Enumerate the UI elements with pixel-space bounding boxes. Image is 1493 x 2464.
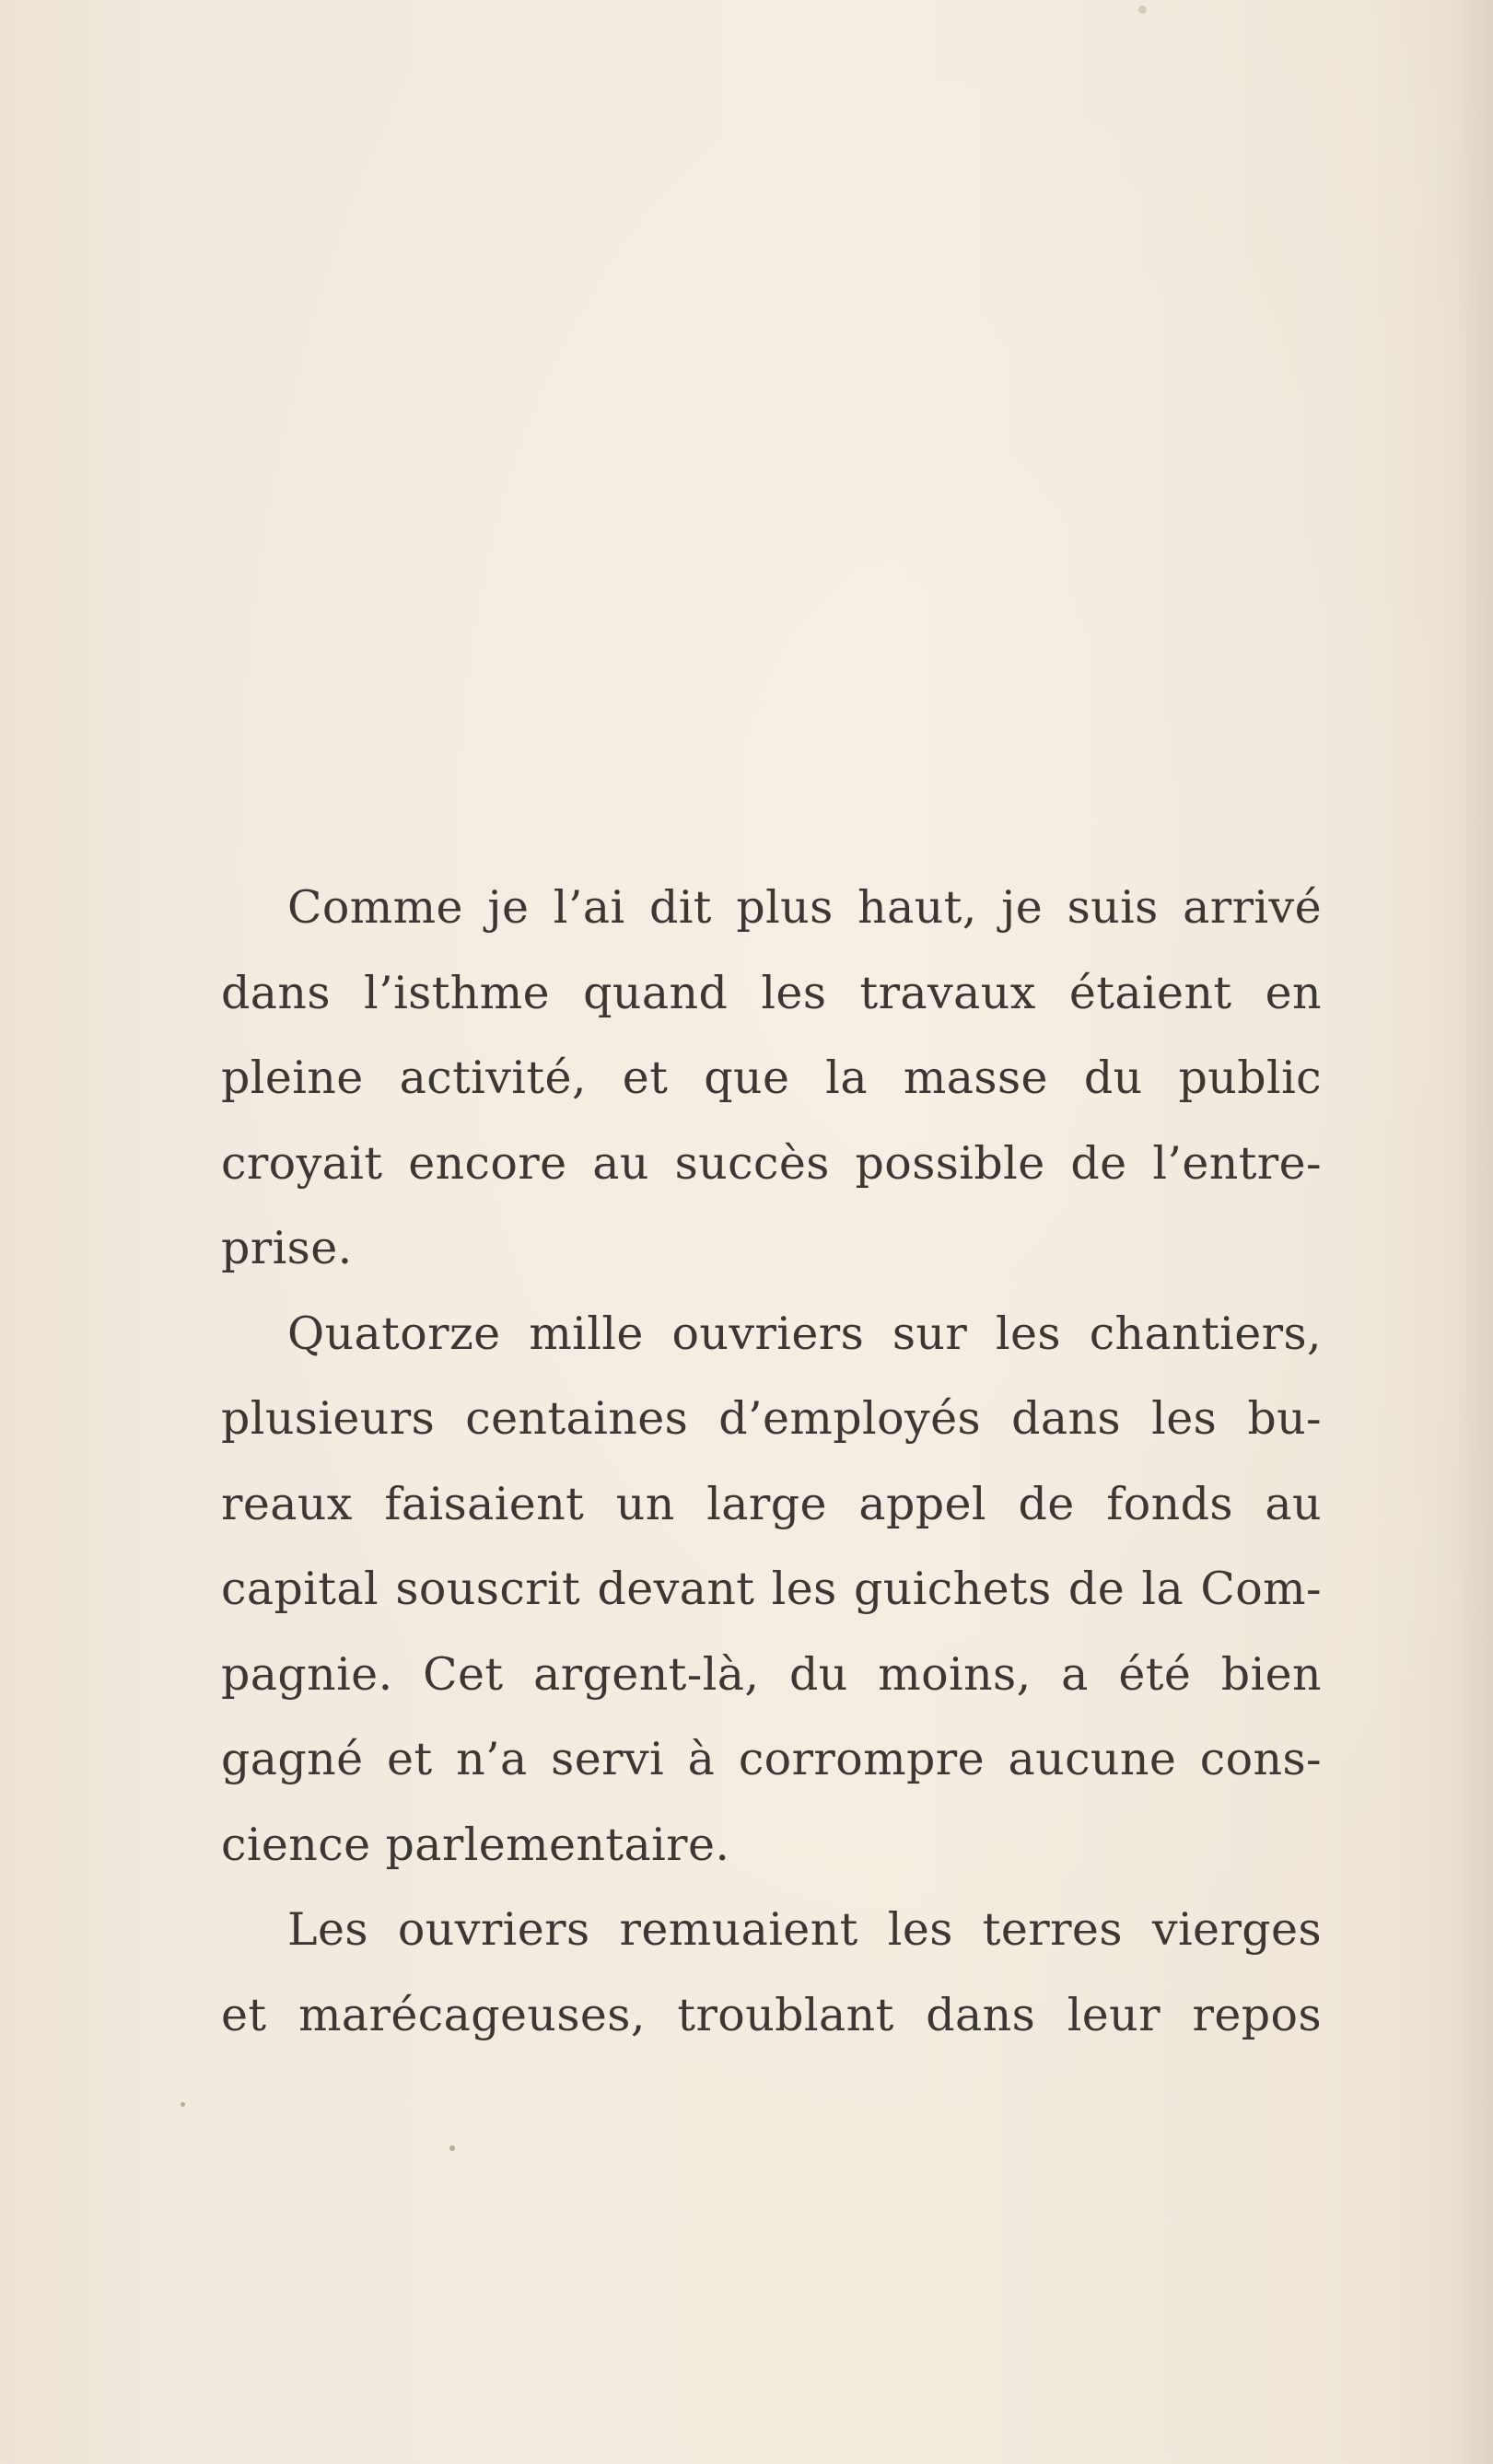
paragraph-2 [221, 1292, 1322, 1889]
body-text [221, 866, 1322, 2058]
text-line: pagnie. Cet argent-là, du moins, a été bien [221, 1647, 1322, 1701]
paper-speck [181, 2102, 185, 2107]
text-line: dans l’isthme quand les travaux étaient en [221, 966, 1322, 1019]
text-line: Comme je l’ai dit plus haut, je suis arrivé [287, 881, 1322, 934]
text-line: plusieurs centaines d’employés dans les bu- [221, 1392, 1322, 1445]
paragraph-1 [221, 866, 1322, 1292]
paragraph-3 [221, 1888, 1322, 2058]
paper-speck [449, 2145, 455, 2151]
paper-speck [1138, 6, 1147, 14]
text-line: gagné et n’a servi à corrompre aucune cons- [221, 1733, 1322, 1785]
text-line: cience parlementaire. [221, 1818, 730, 1871]
text-line: et marécageuses, troublant dans leur repos [221, 1988, 1322, 2041]
text-line: pleine activité, et que la masse du public [221, 1052, 1322, 1104]
text-line: reaux faisaient un large appel de fonds au [221, 1477, 1322, 1530]
text-line: prise. [221, 1222, 353, 1274]
text-line: croyait encore au succès possible de l’entre- [221, 1136, 1322, 1190]
text-line: Quatorze mille ouvriers sur les chantiers, [287, 1307, 1322, 1360]
text-line: capital souscrit devant les guichets de la Com- [221, 1563, 1322, 1615]
text-line: Les ouvriers remuaient les terres vierges [287, 1903, 1322, 1956]
